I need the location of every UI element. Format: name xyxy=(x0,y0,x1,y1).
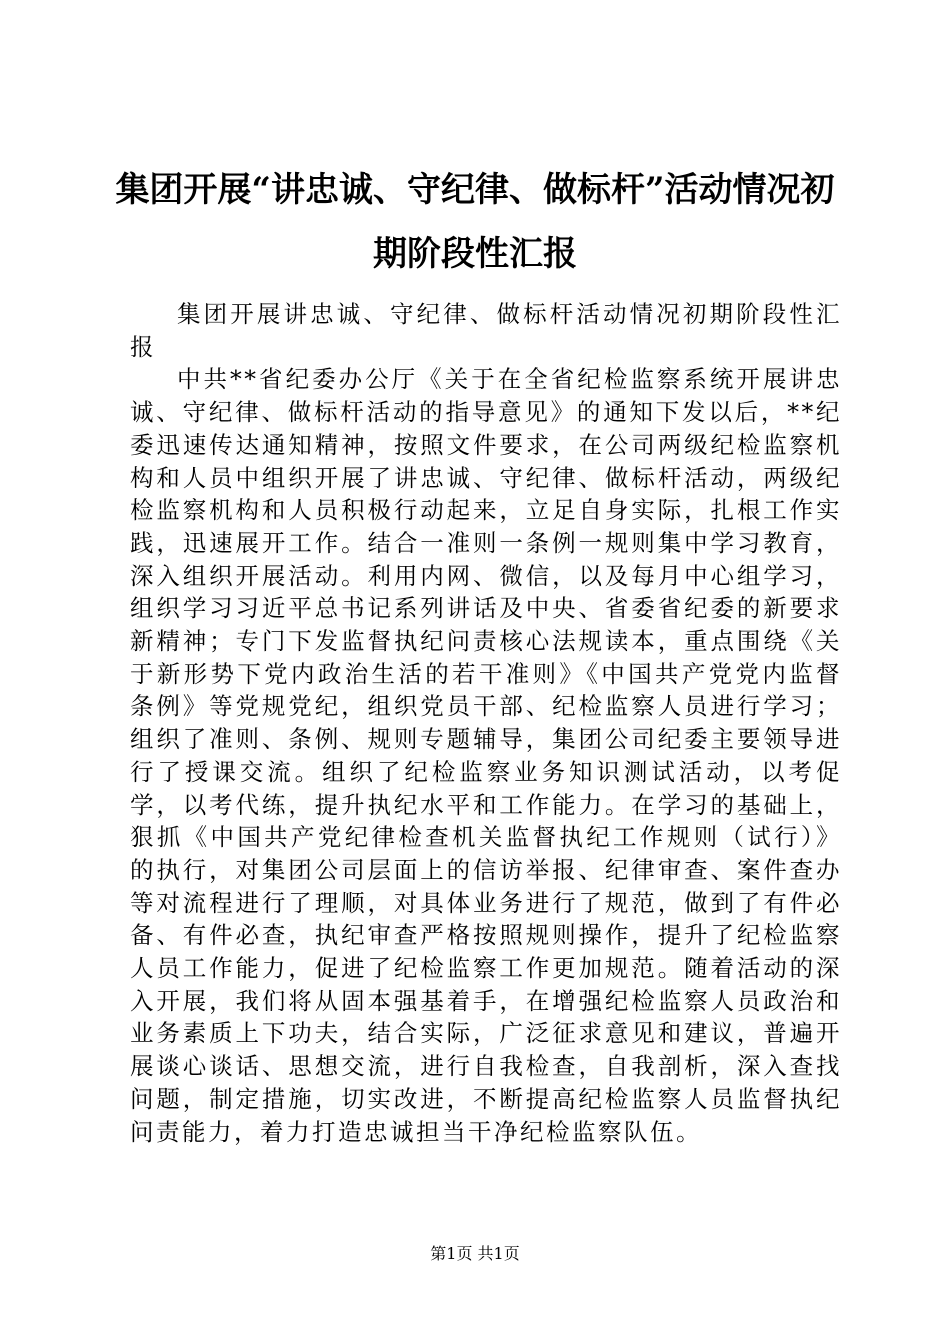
document-subtitle: 集团开展讲忠诚、守纪律、做标杆活动情况初期阶段性汇报 xyxy=(130,300,842,361)
body-paragraph: 中共**省纪委办公厅《关于在全省纪检监察系统开展讲忠诚、守纪律、做标杆活动的指导意见》的通知下发以后，**纪委迅速传达通知精神，按照文件要求，在公司两级纪检监察机构和人员中组织开展了讲忠诚、守纪律、做标杆活动，两级纪检监察机构和人员积极行动起来，立足自身实际，扎根工作实践，迅速展开工作。结合一准则一条例一规则集中学习教育，深入组织开展活动。利用内网、微信，以及每月中心组学习，组织学习习近平总书记系列讲话及中央、省委省纪委的新要求新精神；专门下发监督执纪问责核心法规读本，重点围绕《关于新形势下党内政治生活的若干准则》《中国共产党党内监督条例》等党规党纪，组织党员干部、纪检监察人员进行学习；组织了准则、条例、规则专题辅导，集团公司纪委主要领导进行了授课交流。组织了纪检监察业务知识测试活动，以考促学，以考代练，提升执纪水平和工作能力。在学习的基础上，狠抓《中国共产党纪律检查机关监督执纪工作规则（试行）》的执行，对集团公司层面上的信访举报、纪律审查、案件查办等对流程进行了理顺，对具体业务进行了规范，做到了有件必备、有件必查，执纪审查严格按照规则操作，提升了纪检监察人员工作能力，促进了纪检监察工作更加规范。随着活动的深入开展，我们将从固本强基着手，在增强纪检监察人员政治和业务素质上下功夫，结合实际，广泛征求意见和建议，普遍开展谈心谈话、思想交流，进行自我检查，自我剖析，深入查找问题，制定措施，切实改进，不断提高纪检监察人员监督执纪问责能力，着力打造忠诚担当干净纪检监察队伍。 xyxy=(130,365,842,1146)
document-title: 集团开展“讲忠诚、守纪律、做标杆”活动情况初期阶段性汇报 xyxy=(115,170,835,274)
document-body xyxy=(130,298,842,1148)
page-footer: 第1页 共1页 xyxy=(430,1244,520,1263)
